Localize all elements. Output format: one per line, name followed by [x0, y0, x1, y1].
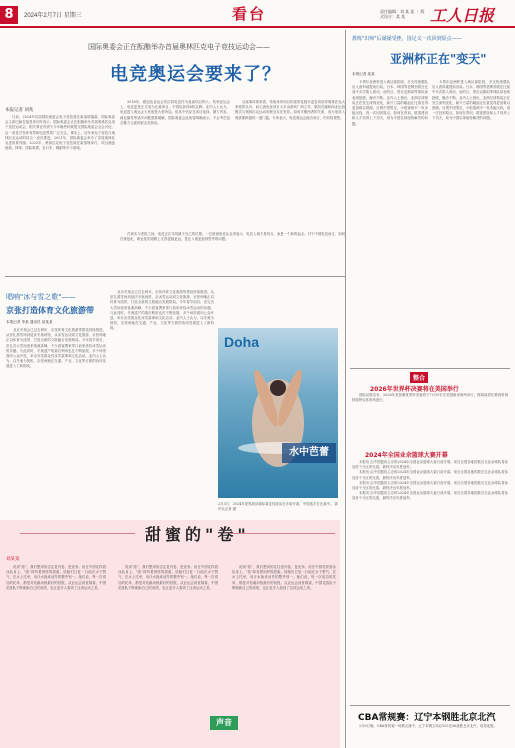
venue-sign: Doha [224, 334, 259, 350]
left-feature-headline: 京张打造体育文化旅游带 [6, 306, 94, 315]
column-divider [345, 30, 346, 748]
brief-body-2: 本报讯 由中国篮协主办的2024年全国业余篮球大赛日前开幕，来自全国各地的数百支业余球队将参加各个分区的比赛，最终决出年度冠军。 本报讯 由中国篮协主办的2024年全国业余篮球大赛日前开幕，来自全国各地的数百支业余球队将参加各个分区的比赛，最终决出年度冠军。 本报讯 由中国篮协主办的2024年全国业余篮球大赛日前开幕，来自全国各地的数百支业余球队将参加各个分区的比赛，最终决出年度冠军。 本报讯 由中国篮协主办的2024年全国业余篮球大赛日前开幕，来自全国各地的数百支业余球队将参加各个分区的比赛，最终决出年度冠军。 [352, 460, 508, 501]
photo-credit: 新华社记者 摄 [218, 502, 338, 512]
right-headline: 亚洲杯正在"变天" [390, 52, 487, 66]
section-title: 看台 [232, 5, 267, 23]
swimmers-illustration [218, 328, 338, 498]
cba-headline: CBA常规赛：辽宁本钢胜北京北汽 [358, 713, 496, 723]
right-kicker: 教练"出师"后屡屡受挫，国足又一次回到原点—— [352, 36, 462, 42]
feature-byline: 刘某某 [6, 557, 20, 562]
briefs-rule [350, 368, 510, 369]
feature-body-col2: 说到"卷"，我们想到的往往是内卷、是竞争。但在中国花样游泳队身上，"卷"却有着别样的甜蜜。姑娘们日复一日地在水下憋气、在水上托举，用汗水换来动作的整齐划一。她们说，每一次成功的托举，都是对枯燥训练最好的回报。从亚运会到世锦赛，中国花游队不断刷新自己的成绩，也让更多人看到了这项运动之美。 [118, 565, 218, 590]
issue-date: 2024年2月7日 星期三 [24, 13, 82, 19]
lead-body-col4: 在现实与虚拟之间，电竞正在寻找属于自己的位置。一位资深电竞从业者表示，电竞入奥不是终点，而是一个新的起点。对于中国电竞而言，如何在规范化、职业化的道路上走得更稳更远，是比入奥更值得思考的问题。 [120, 232, 345, 242]
lead-divider [5, 276, 345, 277]
left-feature-body-b: 北京冬奥会已过去两年，京张体育文化旅游带建设持续推进。从崇礼滑雪场到延庆冬奥场馆，从冰雪运动到文化旅游，京张两地正以体育为纽带，打造全新的文旅融合发展格局。今年春节前后，崇礼各大雪场迎来客流高峰，不少游客携家带口前来体验冰雪运动的乐趣。与此同时，冬奥遗产的赛后利用也在不断拓展，多个场馆面向公众开放，举办各类群众性冰雪赛事和文化活动。业内人士认为，以冬奥为契机，京张两地在交通、产业、文化等方面的协同发展进入了新阶段。 [110, 290, 214, 331]
lead-body-col1: 日前，2024年首届国际奥委会电子竞技周在新加坡落幕。国际奥委会主席巴赫在接受采访时表示，国际奥委会正在酝酿举办首届奥林匹克电子竞技运动会，相关事宜有望于今年晚些时候提交国际奥委会全会讨论。这一消息引发体育界和电竞界的广泛关注。事实上，近年来电子竞技与奥林匹克运动的结合一直在推进。2021年，国际奥委会举办了首届奥林匹克虚拟系列赛；2023年，奥林匹克电子竞技周在新加坡举行，项目涵盖射箭、棒球、国际象棋、自行车、舞蹈等多个领域。 [5, 115, 115, 151]
brief-body-1: 国际足联宣布，2026年美加墨世界杯决赛将于7月19日在美国新泽西州举行，揭幕战将在墨西哥城阿兹特克体育场进行。 [352, 393, 508, 403]
page-number: 8 [0, 6, 18, 24]
right-body-col1: 卡塔尔亚洲杯进入淘汰赛阶段，多支传统强队出人意料地提前出局。日本、韩国等老牌劲旅在比赛中多次陷入被动，而约旦、塔吉克斯坦等球队却表现抢眼，爆冷不断。业内人士指出，亚洲足球格局正在发生深刻变化，新兴力量的崛起让比赛变得更加难以预测。反观中国男足，小组赛两平一负未能出线，再一次回到原点。如何在青训、联赛建设和人才培养上下功夫，成为中国足球亟待解决的问题。 [352, 80, 428, 126]
right-body-col2: 卡塔尔亚洲杯进入淘汰赛阶段，多支传统强队出人意料地提前出局。日本、韩国等老牌劲旅在比赛中多次陷入被动，而约旦、塔吉克斯坦等球队却表现抢眼，爆冷不断。业内人士指出，亚洲足球格局正在发生深刻变化，新兴力量的崛起让比赛变得更加难以预测。反观中国男足，小组赛两平一负未能出线，再一次回到原点。如何在青训、联赛建设和人才培养上下功夫，成为中国足球亟待解决的问题。 [432, 80, 510, 121]
left-feature-kicker: 唱响"冰与雪之歌"—— [6, 293, 76, 301]
lead-headline: 电竞奥运会要来了？ [110, 64, 281, 85]
title-ornament-right [230, 533, 335, 534]
cba-body: 2月6日晚，CBA常规赛一场焦点战中，辽宁本钢主场以102比96战胜北京北汽，取得连胜。 [359, 724, 497, 728]
feature-body-col3: 说到"卷"，我们想到的往往是内卷、是竞争。但在中国花样游泳队身上，"卷"却有着别样的甜蜜。姑娘们日复一日地在水下憋气、在水上托举，用汗水换来动作的整齐划一。她们说，每一次成功的托举，都是对枯燥训练最好的回报。从亚运会到世锦赛，中国花游队不断刷新自己的成绩，也让更多人看到了这项运动之美。 [232, 565, 336, 590]
voice-section-label: 声音 [210, 716, 238, 730]
photo-label: 水中芭蕾 [282, 443, 336, 463]
briefs-box-title: 整合 [410, 372, 428, 383]
feature-body-col1: 说到"卷"，我们想到的往往是内卷、是竞争。但在中国花样游泳队身上，"卷"却有着别样的甜蜜。姑娘们日复一日地在水下憋气、在水上托举，用汗水换来动作的整齐划一。她们说，每一次成功的托举，都是对枯燥训练最好的回报。从亚运会到世锦赛，中国花游队不断刷新自己的成绩，也让更多人看到了这项运动之美。 [6, 565, 106, 590]
feature-headline: 甜蜜的"卷" [145, 525, 250, 544]
left-feature-byline: 本报记者 李某 通讯员 某某某 [6, 320, 53, 324]
synchronized-swimming-photo [218, 328, 338, 498]
brief-headline-2: 2024年全国业余篮球大赛开幕 [365, 452, 448, 459]
left-feature-body-a: 北京冬奥会已过去两年，京张体育文化旅游带建设持续推进。从崇礼滑雪场到延庆冬奥场馆，从冰雪运动到文化旅游，京张两地正以体育为纽带，打造全新的文旅融合发展格局。今年春节前后，崇礼各大雪场迎来客流高峰，不少游客携家带口前来体验冰雪运动的乐趣。与此同时，冬奥遗产的赛后利用也在不断拓展，多个场馆面向公众开放，举办各类群众性冰雪赛事和文化活动。业内人士认为，以冬奥为契机，京张两地在交通、产业、文化等方面的协同发展进入了新阶段。 [6, 328, 106, 369]
newspaper-logo: 工人日报 [430, 6, 495, 25]
title-ornament-left [20, 533, 135, 534]
cba-rule [350, 705, 510, 706]
lead-kicker: 国际奥委会正在酝酿举办首届奥林匹克电子竞技运动会—— [88, 43, 270, 51]
lead-body-col2: 2018年，雅加达亚运会首次将电竞作为表演项目纳入；杭州亚运会上，电竞更是正式成为比赛项目，中国队获得4枚金牌。业内人士认为，电竞进入奥运会大家庭是大势所趋，但其中仍存在项目选择、暴力内容、商业属性等诸多问题需要破解。国际奥委会此前曾明确表示，不会考虑包含暴力元素的射击类游戏。 [120, 100, 230, 125]
lead-body-col3: 从赛事体系来看，传统体育项目的虚拟化版本更容易获得奥林匹克大家庭的认可。而主流电竞项目大多由游戏厂商主导，版权归属和商业运营模式与奥林匹克运动的理念存在差异。如何平衡两者的关系，成为电竞入奥需要跨越的一道门槛。专家表示，电竞奥运会能否成行，仍有待观察。 [235, 100, 345, 120]
photo-caption: 2月3日，2024年世界游泳锦标赛花样游泳在多哈开赛，中国选手在比赛中。 新华社记者 摄 [218, 502, 338, 512]
right-byline: 本报记者 某某 [352, 72, 375, 76]
edition-info: 责任编辑：刘 某 某 ｜ 版式设计：某 某 [380, 9, 425, 19]
header-rule [0, 26, 515, 28]
brief-headline-1: 2026年世界杯决赛将在美国举行 [370, 386, 459, 393]
lead-byline: 本报记者 刘兆 [5, 108, 34, 113]
